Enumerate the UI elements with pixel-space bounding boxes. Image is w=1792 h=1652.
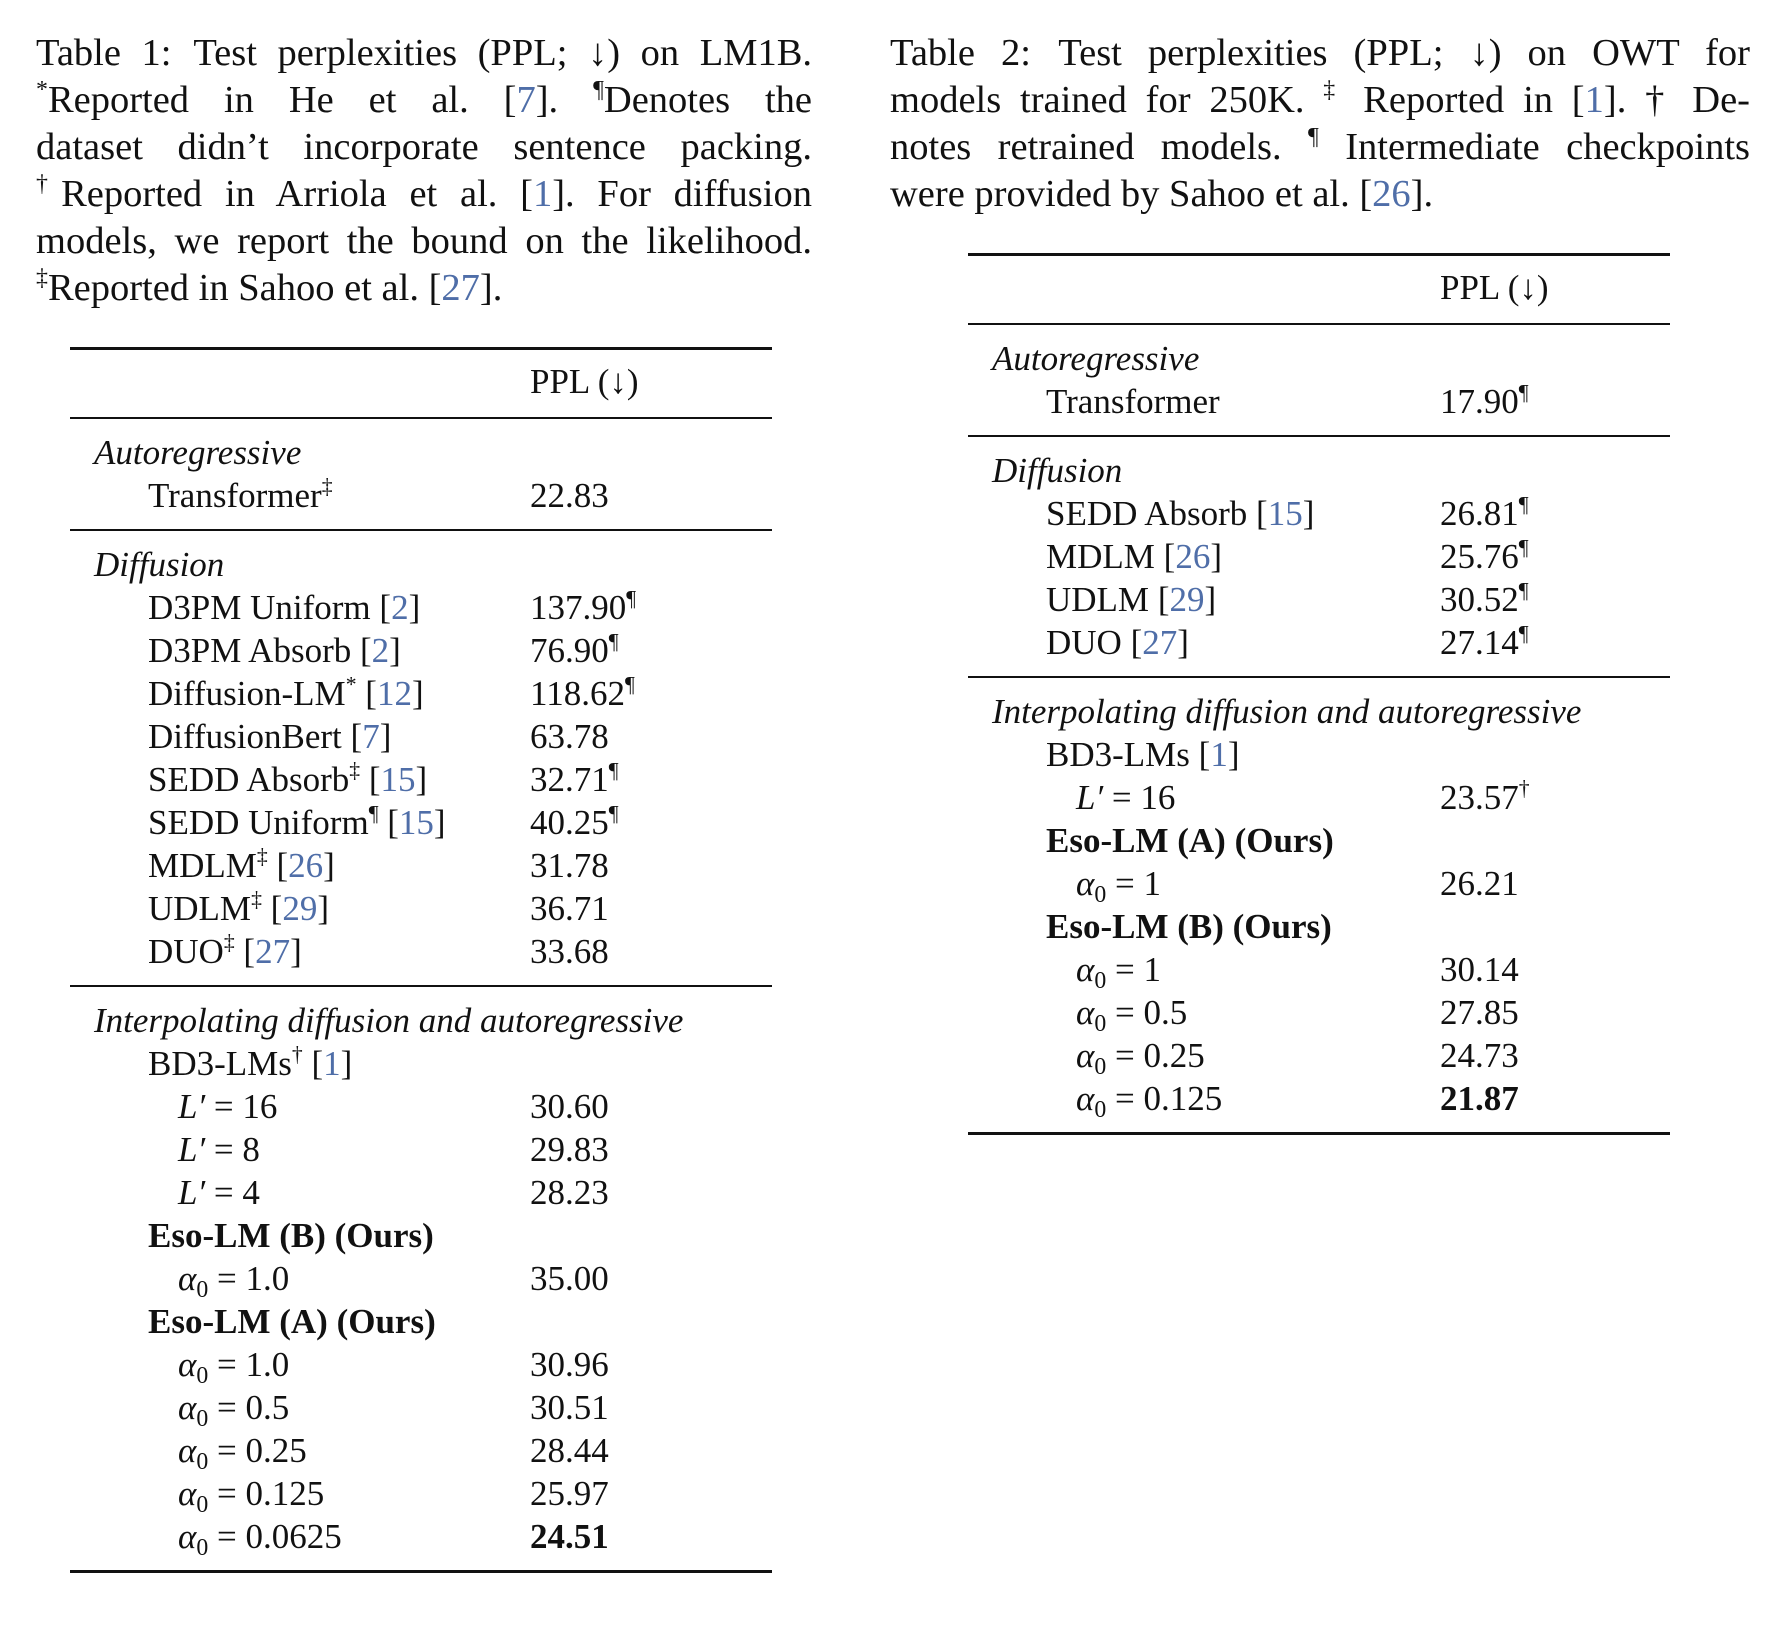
section-header-row	[70, 418, 772, 474]
section-header-row	[70, 986, 772, 1042]
footnote-mark: ¶	[624, 672, 635, 697]
caption-label: Table 2:	[890, 32, 1031, 74]
table-row	[968, 991, 1670, 1034]
table-row	[968, 733, 1670, 776]
ppl-value-cell	[530, 887, 772, 930]
math-variable: L′	[178, 1087, 206, 1126]
caption-text: ]. For diffusion	[552, 173, 812, 215]
caption-text: Denotes the	[603, 79, 813, 121]
model-name-cell	[70, 1171, 530, 1214]
ppl-value-cell	[1440, 1034, 1670, 1077]
model-name: Eso-LM (A) (Ours)	[148, 1302, 436, 1341]
table1-caption	[36, 30, 812, 312]
ppl-value-cell	[530, 758, 772, 801]
model-name: DUO	[1046, 623, 1122, 662]
footnote-mark: ¶	[1518, 380, 1529, 405]
table-row	[968, 862, 1670, 905]
ppl-value-cell	[1440, 1077, 1670, 1134]
table-row	[70, 887, 772, 930]
section-header-row	[70, 530, 772, 586]
citation-link[interactable]: 29	[282, 889, 318, 928]
model-name: MDLM	[148, 846, 257, 885]
footnote-mark: ‡	[223, 930, 235, 955]
ppl-value: 25.76	[1440, 537, 1519, 576]
section-title: Interpolating diffusion and autoregressive	[992, 692, 1582, 731]
ppl-value-cell	[1440, 492, 1670, 535]
footnote-mark: ‡	[321, 474, 333, 499]
caption-line	[890, 30, 1750, 77]
model-name-cell: UDLM [29]	[1046, 580, 1217, 619]
ppl-value-cell	[530, 1472, 772, 1515]
footnote-mark: ¶	[368, 801, 379, 826]
table-row	[70, 474, 772, 530]
table-row	[968, 948, 1670, 991]
caption-line	[36, 171, 812, 218]
table-row	[968, 819, 1670, 862]
hyperparameter-value: = 8	[205, 1130, 260, 1169]
math-variable: α	[178, 1474, 197, 1513]
model-name-cell	[968, 991, 1440, 1038]
citation-link[interactable]: 15	[398, 803, 434, 842]
ppl-value-cell	[530, 629, 772, 672]
ppl-value-cell	[530, 930, 772, 986]
table-row	[968, 535, 1670, 578]
math-subscript: 0	[196, 1406, 209, 1433]
ppl-value-cell	[530, 715, 772, 758]
model-name: BD3-LMs	[148, 1044, 292, 1083]
table-row	[70, 930, 772, 986]
citation-link[interactable]: 15	[1267, 494, 1303, 533]
hyperparameter-value: = 1.0	[208, 1259, 290, 1298]
footnote-mark: ¶	[608, 629, 619, 654]
caption-text: models, we report the bound on the likelihood.	[36, 220, 812, 262]
math-subscript: 0	[1094, 1011, 1107, 1038]
footnote-mark: ¶	[1308, 124, 1319, 151]
ppl-value-cell	[530, 1214, 772, 1257]
hyperparameter-value: = 0.25	[1106, 1036, 1205, 1075]
hyperparameter-value: = 1.0	[208, 1345, 290, 1384]
section-title: Interpolating diffusion and autoregressive	[94, 1001, 684, 1040]
ppl-value: 36.71	[530, 889, 609, 928]
ppl-value-cell	[530, 1257, 772, 1300]
caption-label: Table 1:	[36, 32, 172, 74]
math-subscript: 0	[1094, 1054, 1107, 1081]
table-row	[70, 1429, 772, 1472]
caption-text: were provided by Sahoo et al. [	[890, 173, 1373, 215]
ppl-value-cell	[530, 474, 772, 530]
table-row	[968, 776, 1670, 819]
ppl-value: 28.44	[530, 1431, 609, 1470]
math-variable: α	[178, 1345, 197, 1384]
model-name-cell: D3PM Absorb [2]	[148, 631, 401, 670]
ppl-value: 33.68	[530, 932, 609, 971]
citation-link[interactable]: 27	[441, 267, 480, 309]
model-name-cell: Diffusion-LM* [12]	[148, 672, 424, 713]
caption-text: Test perplexities (PPL; ↓) on OWT for	[1058, 32, 1750, 74]
model-name-cell: DUO [27]	[1046, 623, 1189, 662]
ppl-value-cell	[1440, 535, 1670, 578]
ppl-value: 22.83	[530, 476, 609, 515]
table-row	[968, 621, 1670, 677]
citation-link[interactable]: 2	[391, 588, 409, 627]
caption-text: notes retrained models.	[890, 126, 1282, 168]
table-row	[70, 1085, 772, 1128]
caption-line	[890, 124, 1750, 171]
math-variable: α	[1076, 950, 1095, 989]
model-name-cell	[70, 1386, 530, 1433]
model-name-cell	[70, 1429, 530, 1476]
table-row	[968, 492, 1670, 535]
model-name-cell: D3PM Uniform [2]	[148, 588, 421, 627]
section-title: Diffusion	[992, 451, 1123, 490]
section-title: Diffusion	[94, 545, 225, 584]
ppl-value: 27.14	[1440, 623, 1519, 662]
math-subscript: 0	[1094, 968, 1107, 995]
caption-text: models trained for 250K.	[890, 79, 1305, 121]
footnote-mark: ‡	[256, 844, 268, 869]
math-subscript: 0	[196, 1449, 209, 1476]
model-name-cell: MDLM‡ [26]	[148, 844, 335, 885]
table-row	[70, 801, 772, 844]
model-name-cell	[70, 1515, 530, 1572]
table-row	[968, 1034, 1670, 1077]
table-row	[70, 1515, 772, 1572]
ppl-value-cell	[1440, 733, 1670, 776]
ppl-value: 28.23	[530, 1173, 609, 1212]
table1	[70, 347, 772, 1573]
caption-line	[36, 265, 812, 312]
ppl-value: 76.90	[530, 631, 609, 670]
ppl-value-cell	[1440, 776, 1670, 819]
model-name-cell: SEDD Uniform¶ [15]	[148, 801, 446, 842]
model-name: D3PM Uniform	[148, 588, 371, 627]
math-variable: α	[178, 1259, 197, 1298]
hyperparameter-value: = 0.125	[1106, 1079, 1223, 1118]
caption-line	[36, 124, 812, 171]
ppl-value: 26.21	[1440, 864, 1519, 903]
model-name: D3PM Absorb	[148, 631, 352, 670]
model-name: MDLM	[1046, 537, 1155, 576]
caption-text: Reported in Sahoo et al. [	[47, 267, 442, 309]
hyperparameter-value: = 0.125	[208, 1474, 325, 1513]
ppl-value: 30.51	[530, 1388, 609, 1427]
model-name-cell	[70, 1472, 530, 1519]
ppl-value: 30.60	[530, 1087, 609, 1126]
table-row	[70, 586, 772, 629]
model-name-cell	[968, 862, 1440, 909]
caption-text: Intermediate checkpoints	[1345, 126, 1751, 168]
table-row	[968, 578, 1670, 621]
footnote-mark: †	[36, 171, 62, 198]
model-name-cell	[70, 1214, 530, 1257]
math-subscript: 0	[196, 1277, 209, 1304]
caption-text: ].	[1410, 173, 1434, 215]
hyperparameter-value: = 16	[205, 1087, 278, 1126]
table-row	[70, 1386, 772, 1429]
table-row	[70, 1042, 772, 1085]
ppl-value: 30.96	[530, 1345, 609, 1384]
footnote-mark: ‡	[36, 265, 48, 292]
model-name-cell	[968, 905, 1440, 948]
table-row	[968, 1077, 1670, 1134]
citation-link[interactable]: 27	[255, 932, 291, 971]
ppl-value-cell	[1440, 380, 1670, 436]
table-row	[70, 1472, 772, 1515]
table-row	[70, 1214, 772, 1257]
model-name: Transformer	[148, 476, 322, 515]
citation-link[interactable]: 12	[376, 674, 412, 713]
ppl-value: 21.87	[1440, 1079, 1519, 1118]
model-name-cell	[968, 380, 1440, 436]
table-row	[70, 758, 772, 801]
math-variable: α	[178, 1388, 197, 1427]
footnote-mark: ¶	[1518, 578, 1529, 603]
table-row	[70, 1171, 772, 1214]
ppl-value: 31.78	[530, 846, 609, 885]
table2-caption	[890, 30, 1750, 218]
footnote-mark: ‡	[1323, 77, 1345, 104]
caption-text: Test perplexities (PPL; ↓) on LM1B.	[193, 32, 812, 74]
model-name-cell	[968, 1034, 1440, 1081]
ppl-value: 27.85	[1440, 993, 1519, 1032]
citation-link[interactable]: 15	[380, 760, 416, 799]
table-row	[968, 905, 1670, 948]
ppl-value: 24.73	[1440, 1036, 1519, 1075]
footnote-mark: *	[36, 77, 48, 104]
model-name: DiffusionBert	[148, 717, 342, 756]
ppl-value-cell	[530, 1085, 772, 1128]
ppl-value-cell	[1440, 948, 1670, 991]
model-name-cell: SEDD Absorb [15]	[1046, 494, 1315, 533]
ppl-value-cell	[530, 844, 772, 887]
math-variable: α	[1076, 1079, 1095, 1118]
ppl-value: 35.00	[530, 1259, 609, 1298]
model-name-cell	[968, 948, 1440, 995]
ppl-value: 40.25	[530, 803, 609, 842]
ppl-value-cell	[530, 1300, 772, 1343]
math-subscript: 0	[1094, 882, 1107, 909]
ppl-value: 26.81	[1440, 494, 1519, 533]
ppl-value-cell	[530, 1515, 772, 1572]
table-row	[70, 1257, 772, 1300]
model-name-cell	[70, 1085, 530, 1128]
citation-link[interactable]: 1	[1210, 735, 1228, 774]
model-name-cell	[70, 1300, 530, 1343]
math-variable: α	[1076, 993, 1095, 1032]
ppl-value: 137.90	[530, 588, 627, 627]
section-title: Autoregressive	[94, 433, 302, 472]
ppl-value-cell	[1440, 819, 1670, 862]
hyperparameter-value: = 16	[1103, 778, 1176, 817]
ppl-value-cell	[530, 672, 772, 715]
footnote-mark: ¶	[608, 801, 619, 826]
ppl-value: 29.83	[530, 1130, 609, 1169]
model-name-cell: BD3-LMs† [1]	[148, 1042, 353, 1083]
model-name: UDLM	[1046, 580, 1150, 619]
model-name-cell	[70, 1128, 530, 1171]
model-name: DUO	[148, 932, 224, 971]
citation-link[interactable]: 2	[371, 631, 390, 670]
model-name: Transformer	[1046, 382, 1220, 421]
table-row	[70, 1300, 772, 1343]
citation-link[interactable]: 1	[323, 1044, 341, 1083]
section-title: Autoregressive	[992, 339, 1200, 378]
model-name: SEDD Absorb	[1046, 494, 1248, 533]
model-name-cell: UDLM‡ [29]	[148, 887, 329, 928]
citation-link[interactable]: 7	[362, 717, 380, 756]
math-variable: α	[1076, 864, 1095, 903]
table-row	[70, 629, 772, 672]
citation-link[interactable]: 27	[1142, 623, 1178, 662]
citation-link[interactable]: 1	[532, 173, 553, 215]
model-name: Diffusion-LM	[148, 674, 346, 713]
table-row	[70, 1343, 772, 1386]
model-name-cell	[70, 1257, 530, 1304]
ppl-value-cell	[1440, 621, 1670, 677]
footnote-mark: †	[1518, 776, 1530, 801]
hyperparameter-value: = 0.0625	[208, 1517, 342, 1556]
ppl-value: 23.57	[1440, 778, 1519, 817]
model-name-cell: SEDD Absorb‡ [15]	[148, 758, 428, 799]
math-variable: L′	[178, 1130, 206, 1169]
math-subscript: 0	[196, 1492, 209, 1519]
footnote-mark: ¶	[1518, 535, 1529, 560]
ppl-value-cell	[1440, 905, 1670, 948]
caption-line	[890, 77, 1750, 124]
ppl-value: 118.62	[530, 674, 625, 713]
model-name: SEDD Absorb	[148, 760, 350, 799]
model-name: UDLM	[148, 889, 252, 928]
ppl-value: 30.52	[1440, 580, 1519, 619]
footnote-mark: ¶	[608, 758, 619, 783]
table-row	[70, 715, 772, 758]
ppl-value-cell	[530, 1171, 772, 1214]
caption-line	[36, 218, 812, 265]
caption-text: ].	[479, 267, 503, 309]
caption-text: Reported in He et al. [	[47, 79, 517, 121]
ppl-value-cell	[1440, 991, 1670, 1034]
model-name: BD3-LMs	[1046, 735, 1190, 774]
citation-link[interactable]: 26	[1175, 537, 1211, 576]
section-header-row	[968, 324, 1670, 380]
hyperparameter-value: = 0.5	[208, 1388, 290, 1427]
math-subscript: 0	[196, 1535, 209, 1562]
math-variable: α	[178, 1431, 197, 1470]
model-name: Eso-LM (B) (Ours)	[148, 1216, 434, 1255]
ppl-value-cell	[530, 1042, 772, 1085]
caption-line	[36, 30, 812, 77]
footnote-mark: ¶	[1518, 621, 1529, 646]
ppl-value: 24.51	[530, 1517, 609, 1556]
math-variable: L′	[178, 1173, 206, 1212]
ppl-value-cell	[530, 1429, 772, 1472]
caption-text: ]. † De-	[1603, 79, 1750, 121]
math-variable: L′	[1076, 778, 1104, 817]
model-name-cell	[968, 1077, 1440, 1134]
section-header-row	[968, 677, 1670, 733]
section-header-row	[968, 436, 1670, 492]
footnote-mark: ¶	[1518, 492, 1529, 517]
caption-text: Reported in Arriola et al. [	[61, 173, 533, 215]
citation-link[interactable]: 26	[288, 846, 324, 885]
footnote-mark: *	[345, 672, 357, 697]
table2	[968, 253, 1670, 1135]
model-name-cell: DiffusionBert [7]	[148, 717, 392, 756]
hyperparameter-value: = 0.25	[208, 1431, 307, 1470]
math-subscript: 0	[1094, 1097, 1107, 1124]
ppl-value: 63.78	[530, 717, 609, 756]
ppl-value-cell	[530, 1343, 772, 1386]
caption-text: Reported in [	[1363, 79, 1585, 121]
hyperparameter-value: = 1	[1106, 864, 1162, 903]
model-name-cell	[70, 1343, 530, 1390]
ppl-value-cell	[1440, 578, 1670, 621]
caption-line	[890, 171, 1750, 218]
math-subscript: 0	[196, 1363, 209, 1390]
model-name-cell: DUO‡ [27]	[148, 930, 302, 971]
ppl-value-cell	[530, 1128, 772, 1171]
model-name-cell	[968, 776, 1440, 819]
footnote-mark: ¶	[593, 77, 604, 104]
footnote-mark: ‡	[251, 887, 262, 912]
footnote-mark: ¶	[626, 586, 637, 611]
footnote-mark: †	[291, 1042, 303, 1067]
model-name-cell	[70, 474, 530, 530]
caption-line	[36, 77, 812, 124]
hyperparameter-value: = 1	[1106, 950, 1162, 989]
model-name-cell: MDLM [26]	[1046, 537, 1222, 576]
ppl-value-cell	[1440, 862, 1670, 905]
hyperparameter-value: = 0.5	[1106, 993, 1188, 1032]
table-row	[70, 844, 772, 887]
model-name: SEDD Uniform	[148, 803, 369, 842]
caption-text: dataset didn’t incorporate sentence packing.	[36, 126, 812, 168]
ppl-value: 30.14	[1440, 950, 1519, 989]
ppl-value-cell	[530, 1386, 772, 1429]
footnote-mark: ‡	[349, 758, 361, 783]
ppl-value-cell	[530, 586, 772, 629]
ppl-value-cell	[530, 801, 772, 844]
table-row	[70, 672, 772, 715]
model-name: Eso-LM (B) (Ours)	[1046, 907, 1332, 946]
citation-link[interactable]: 1	[1584, 79, 1604, 121]
citation-link[interactable]: 29	[1169, 580, 1205, 619]
model-name-cell: BD3-LMs [1]	[1046, 735, 1240, 774]
hyperparameter-value: = 4	[205, 1173, 260, 1212]
model-name-cell	[968, 819, 1440, 862]
model-name: Eso-LM (A) (Ours)	[1046, 821, 1334, 860]
table-row	[968, 380, 1670, 436]
math-variable: α	[178, 1517, 197, 1556]
ppl-column-header: PPL (↓)	[530, 362, 639, 401]
ppl-value: 32.71	[530, 760, 609, 799]
ppl-column-header: PPL (↓)	[1440, 268, 1549, 307]
caption-text: ].	[535, 79, 559, 121]
ppl-value: 25.97	[530, 1474, 609, 1513]
ppl-value: 17.90	[1440, 382, 1519, 421]
math-variable: α	[1076, 1036, 1095, 1075]
citation-link[interactable]: 7	[516, 79, 536, 121]
citation-link[interactable]: 26	[1372, 173, 1411, 215]
table-row	[70, 1128, 772, 1171]
